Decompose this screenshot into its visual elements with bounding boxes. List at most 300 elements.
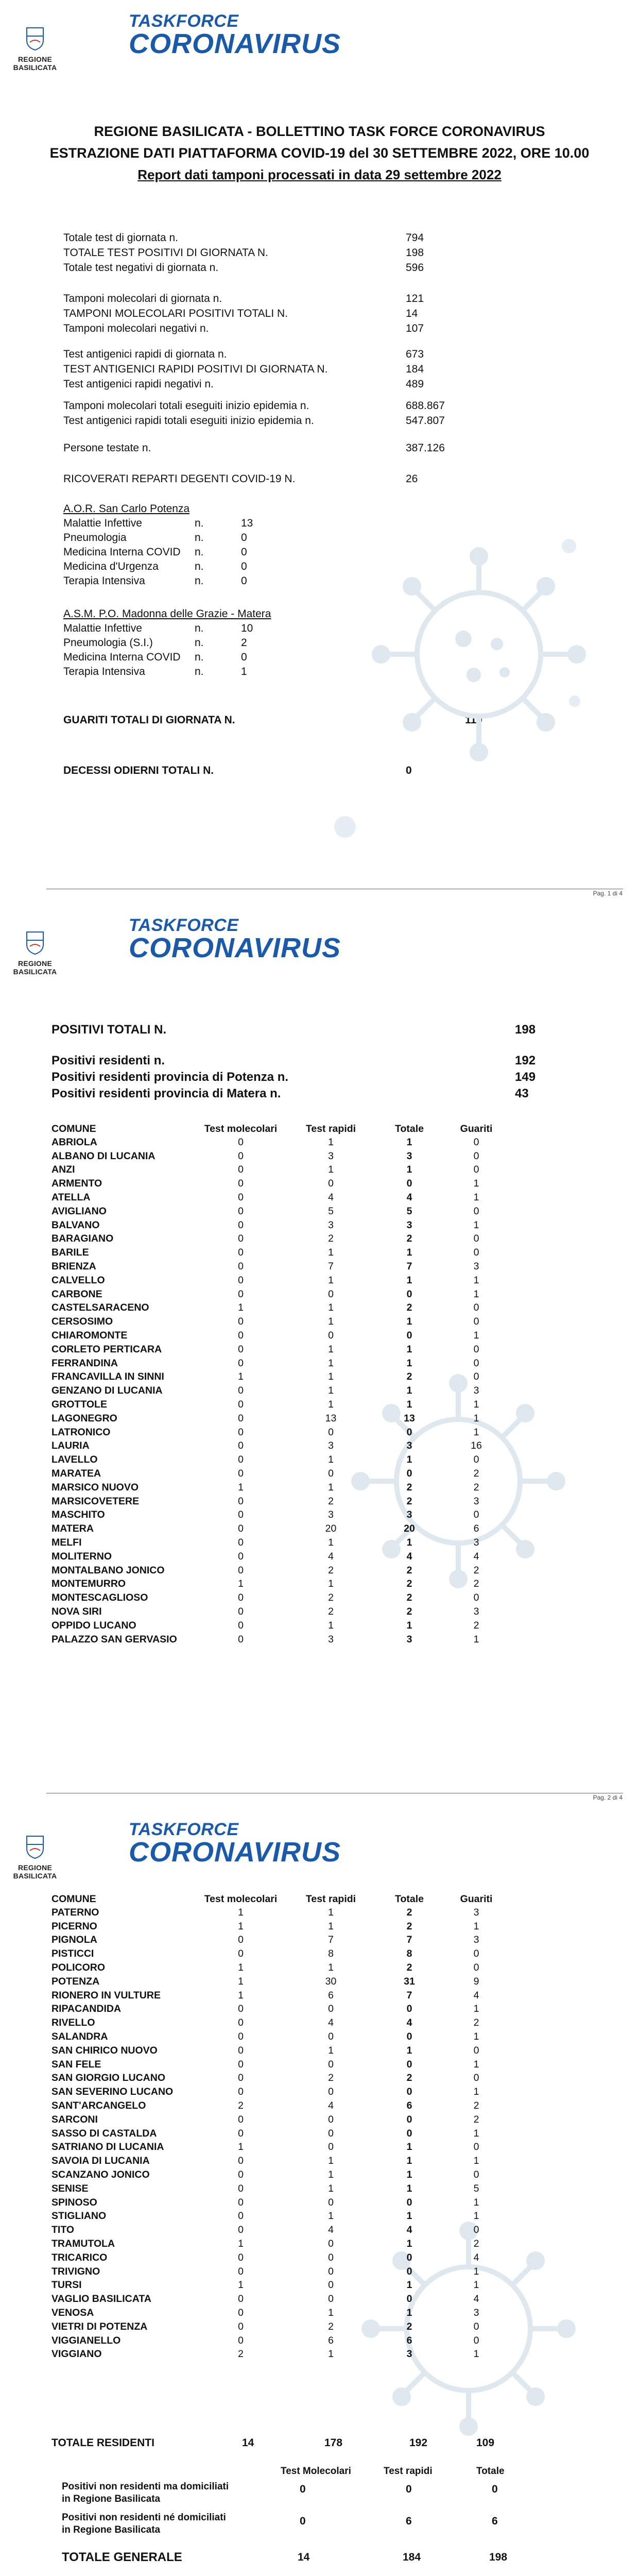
cell-molecular: 0 (238, 2086, 244, 2098)
cell-total: 3 (406, 2348, 412, 2360)
cell-recovered: 0 (473, 1136, 479, 1148)
cell-recovered: 2 (473, 1578, 479, 1590)
cell-molecular: 0 (238, 1537, 244, 1548)
table-row (51, 2099, 507, 2113)
table-row (51, 2320, 507, 2334)
cell-comune: GROTTOLE (51, 1399, 107, 1411)
cell-comune: TRIVIGNO (51, 2265, 100, 2277)
cell-recovered: 9 (473, 1975, 479, 1987)
cell-rapid: 0 (328, 1288, 334, 1300)
cell-total: 0 (406, 2127, 412, 2139)
cell-recovered: 1 (473, 1426, 479, 1438)
cell-recovered: 0 (473, 1509, 479, 1521)
cell-comune: MARSICOVETERE (51, 1495, 140, 1507)
cell-recovered: 1 (473, 1178, 479, 1190)
cell-comune: SAN SEVERINO LUCANO (51, 2086, 174, 2098)
cell-total: 1 (406, 2169, 412, 2181)
cell-total: 0 (406, 2086, 412, 2098)
cell-recovered: 0 (473, 1247, 479, 1259)
cell-recovered: 1 (473, 1412, 479, 1424)
cell-molecular: 0 (238, 2320, 244, 2332)
hospital-row: Terapia Intensiva n. 0 (63, 575, 247, 587)
table-row (51, 1522, 507, 1536)
cell-comune: NOVA SIRI (51, 1605, 102, 1617)
cell-comune: CARBONE (51, 1288, 102, 1300)
cell-molecular: 1 (238, 1481, 244, 1493)
table-row (51, 1975, 507, 1989)
cell-rapid: 0 (328, 2113, 334, 2125)
hospital-row: Malattie Infettive n. 13 (63, 517, 253, 529)
table-row (51, 1149, 507, 1163)
cell-recovered: 3 (473, 1537, 479, 1548)
cell-molecular: 0 (238, 1136, 244, 1148)
table-row (51, 1605, 507, 1619)
cell-total: 0 (406, 2113, 412, 2125)
cell-rapid: 3 (328, 1509, 334, 1521)
nonres-nondomiciled-label-2: in Regione Basilicata (62, 2524, 161, 2535)
cell-rapid: 7 (328, 1934, 334, 1946)
page-number: Pag. 2 di 4 (593, 1794, 623, 1801)
cell-rapid: 7 (328, 1261, 334, 1273)
cell-molecular: 0 (238, 2113, 244, 2125)
cell-comune: MARATEA (51, 1468, 101, 1480)
coronavirus-icon (371, 531, 587, 768)
cell-rapid: 1 (328, 1136, 334, 1148)
subhead-molecular: Test Molecolari (281, 2466, 351, 2477)
region-logo (9, 1835, 61, 1880)
cell-molecular: 0 (238, 2196, 244, 2208)
table-row (51, 1301, 507, 1315)
cell-rapid: 3 (328, 1219, 334, 1231)
cell-recovered: 4 (473, 1550, 479, 1562)
cell-total: 1 (406, 1343, 412, 1355)
logo-taskforce-text: TASKFORCE (129, 916, 239, 935)
cell-molecular: 0 (238, 1178, 244, 1190)
cell-molecular: 0 (238, 1605, 244, 1617)
cell-molecular: 0 (238, 1948, 244, 1960)
cell-rapid: 4 (328, 2224, 334, 2236)
table-row (51, 1232, 507, 1246)
col-rapid: Test rapidi (305, 1893, 356, 1905)
cell-molecular: 1 (238, 1578, 244, 1590)
cell-rapid: 1 (328, 1371, 334, 1383)
cell-comune: STIGLIANO (51, 2210, 107, 2222)
cell-recovered: 2 (473, 1481, 479, 1493)
taskforce-logo (129, 916, 341, 963)
nonres-nondomiciled-label: Positivi non residenti né domiciliati (62, 2512, 226, 2523)
cell-recovered: 0 (473, 2141, 479, 2153)
cell-molecular: 0 (238, 1633, 244, 1645)
cell-rapid: 20 (325, 1523, 337, 1535)
cell-rapid: 8 (328, 1948, 334, 1960)
nonres-domiciled-label: Positivi non residenti ma domiciliati (62, 2481, 229, 2492)
cell-total: 0 (406, 2265, 412, 2277)
cell-rapid: 2 (328, 1605, 334, 1617)
cell-total: 2 (406, 1578, 412, 1590)
cell-total: 1 (406, 2141, 412, 2153)
nonres-domiciled-rapid: 0 (406, 2483, 412, 2495)
cell-molecular: 0 (238, 2307, 244, 2318)
cell-recovered: 3 (473, 2307, 479, 2318)
cell-comune: MONTALBANO JONICO (51, 1564, 165, 1576)
cell-comune: RIVELLO (51, 2017, 95, 2029)
table-row (51, 1412, 507, 1426)
cell-molecular: 1 (238, 1989, 244, 2001)
cell-rapid: 1 (328, 1962, 334, 1974)
cell-rapid: 1 (328, 1906, 334, 1918)
cell-rapid: 6 (328, 1989, 334, 2001)
table-row (51, 2182, 507, 2196)
cell-recovered: 0 (473, 1948, 479, 1960)
table-header (51, 1122, 507, 1136)
report-date-title: Report dati tamponi processati in data 29 settembre 2022 (137, 167, 502, 182)
cell-recovered: 1 (473, 2086, 479, 2098)
cell-comune: SAN CHIRICO NUOVO (51, 2044, 158, 2056)
cell-total: 3 (406, 1633, 412, 1645)
cell-total: 1 (406, 2307, 412, 2318)
col-molecular: Test molecolari (204, 1893, 278, 1905)
cell-molecular: 0 (238, 1523, 244, 1535)
cell-rapid: 6 (328, 2334, 334, 2346)
cell-rapid: 1 (328, 1357, 334, 1369)
cell-comune: GENZANO DI LUCANIA (51, 1385, 163, 1397)
nonres-domiciled-label-2: in Regione Basilicata (62, 2494, 161, 2504)
cell-comune: CORLETO PERTICARA (51, 1343, 162, 1355)
cell-total: 1 (406, 1316, 412, 1328)
cell-comune: MOLITERNO (51, 1550, 112, 1562)
table-row (51, 1633, 507, 1647)
cell-rapid: 1 (328, 1316, 334, 1328)
cell-rapid: 1 (328, 2307, 334, 2318)
table-row (51, 1961, 507, 1975)
cell-rapid: 2 (328, 1592, 334, 1604)
cell-molecular: 0 (238, 2210, 244, 2222)
cell-recovered: 1 (473, 2031, 479, 2043)
table-row (51, 2072, 507, 2086)
cell-total: 1 (406, 1247, 412, 1259)
cell-comune: BALVANO (51, 1219, 100, 1231)
cell-total: 3 (406, 1150, 412, 1162)
cell-comune: FERRANDINA (51, 1357, 118, 1369)
cell-recovered: 1 (473, 2058, 479, 2070)
col-comune: COMUNE (51, 1123, 96, 1134)
hospital-row: Terapia Intensiva n. 1 (63, 666, 247, 677)
cell-rapid: 0 (328, 1468, 334, 1480)
cell-total: 1 (406, 2238, 412, 2250)
cell-comune: RIPACANDIDA (51, 2003, 122, 2015)
cell-comune: AVIGLIANO (51, 1205, 107, 1217)
cell-total: 1 (406, 1136, 412, 1148)
cell-recovered: 1 (473, 2003, 479, 2015)
cell-molecular: 0 (238, 1274, 244, 1286)
table-row (51, 2196, 507, 2210)
cell-recovered: 16 (471, 1440, 482, 1452)
table-row (51, 1934, 507, 1947)
cell-total: 0 (406, 2196, 412, 2208)
cell-total: 1 (406, 2182, 412, 2194)
cell-recovered: 2 (473, 2017, 479, 2029)
table-row (51, 1370, 507, 1384)
hospital-a-title: A.O.R. San Carlo Potenza (63, 503, 190, 515)
cell-comune: ALBANO DI LUCANIA (51, 1150, 156, 1162)
cell-rapid: 1 (328, 1537, 334, 1548)
cell-molecular: 0 (238, 2334, 244, 2346)
cell-rapid: 1 (328, 1302, 334, 1314)
cell-recovered: 0 (473, 1592, 479, 1604)
hospital-row: Malattie Infettive n. 10 (63, 622, 253, 634)
cell-rapid: 4 (328, 2100, 334, 2112)
cell-recovered: 3 (473, 1934, 479, 1946)
cell-recovered: 1 (473, 1399, 479, 1411)
cell-total: 7 (406, 1989, 412, 2001)
cell-rapid: 30 (325, 1975, 337, 1987)
grand-total-rapid: 184 (403, 2551, 421, 2563)
table-row (51, 1453, 507, 1467)
cell-total: 6 (406, 2100, 412, 2112)
cell-total: 4 (406, 2017, 412, 2029)
cell-rapid: 0 (328, 2279, 334, 2291)
cell-recovered: 1 (473, 2155, 479, 2167)
cell-rapid: 1 (328, 1164, 334, 1176)
cell-total: 1 (406, 1537, 412, 1548)
cell-total: 0 (406, 2031, 412, 2043)
cell-comune: MASCHITO (51, 1509, 105, 1521)
cell-molecular: 0 (238, 2044, 244, 2056)
table-row (51, 1920, 507, 1934)
cell-total: 2 (406, 1906, 412, 1918)
cell-recovered: 0 (473, 1357, 479, 1369)
cell-recovered: 1 (473, 2265, 479, 2277)
table-row (51, 1509, 507, 1522)
grand-total-label: TOTALE GENERALE (62, 2550, 182, 2564)
cell-molecular: 0 (238, 1495, 244, 1507)
cell-rapid: 4 (328, 2017, 334, 2029)
cell-total: 13 (404, 1412, 415, 1424)
cell-molecular: 1 (238, 1906, 244, 1918)
cell-rapid: 0 (328, 1426, 334, 1438)
cell-recovered: 0 (473, 2334, 479, 2346)
logo-taskforce-text: TASKFORCE (129, 1820, 239, 1839)
table-row (51, 1315, 507, 1329)
table-row (51, 1384, 507, 1398)
col-recovered: Guariti (460, 1123, 493, 1134)
table-row (51, 1205, 507, 1218)
cell-recovered: 1 (473, 1330, 479, 1342)
cell-total: 2 (406, 1920, 412, 1932)
cell-molecular: 1 (238, 1371, 244, 1383)
cell-recovered: 0 (473, 2044, 479, 2056)
col-comune: COMUNE (51, 1893, 96, 1905)
total-residents-recovered: 109 (476, 2437, 495, 2449)
cell-rapid: 0 (328, 2293, 334, 2305)
cell-comune: MARSICO NUOVO (51, 1481, 139, 1493)
cell-comune: TITO (51, 2224, 75, 2236)
cell-molecular: 0 (238, 1564, 244, 1576)
cell-total: 2 (406, 2072, 412, 2084)
cell-recovered: 4 (473, 2293, 479, 2305)
cell-molecular: 0 (238, 1550, 244, 1562)
col-molecular: Test molecolari (204, 1123, 278, 1134)
cell-recovered: 1 (473, 2127, 479, 2139)
cell-molecular: 0 (238, 1426, 244, 1438)
table-row (51, 2058, 507, 2072)
cell-total: 2 (406, 1233, 412, 1245)
cell-rapid: 1 (328, 1385, 334, 1397)
table-row (51, 1329, 507, 1343)
cell-comune: SASSO DI CASTALDA (51, 2127, 157, 2139)
cell-recovered: 2 (473, 1564, 479, 1576)
table-row (51, 2030, 507, 2044)
cell-molecular: 0 (238, 1247, 244, 1259)
nonres-domiciled-molecular: 0 (300, 2483, 306, 2495)
cell-molecular: 0 (238, 1150, 244, 1162)
col-rapid: Test rapidi (305, 1123, 356, 1134)
cell-total: 4 (406, 1192, 412, 1204)
cell-comune: SANT'ARCANGELO (51, 2100, 146, 2112)
cell-recovered: 2 (473, 2100, 479, 2112)
cell-rapid: 1 (328, 2182, 334, 2194)
cell-comune: PATERNO (51, 1906, 99, 1918)
cell-recovered: 2 (473, 2113, 479, 2125)
cell-comune: ABRIOLA (51, 1136, 97, 1148)
cell-molecular: 0 (238, 1440, 244, 1452)
total-residents-total: 192 (409, 2437, 428, 2449)
cell-total: 2 (406, 1481, 412, 1493)
cell-molecular: 0 (238, 2224, 244, 2236)
table-row (51, 2044, 507, 2058)
cell-rapid: 0 (328, 1330, 334, 1342)
logo-coronavirus-text: CORONAVIRUS (129, 1837, 341, 1868)
hospital-row: Medicina Interna COVID n. 0 (63, 546, 247, 558)
cell-molecular: 0 (238, 1219, 244, 1231)
cell-rapid: 4 (328, 1550, 334, 1562)
subhead-rapid: Test rapidi (384, 2466, 433, 2477)
cell-total: 4 (406, 2224, 412, 2236)
cell-comune: TRICARICO (51, 2251, 108, 2263)
bulletin-title: REGIONE BASILICATA - BOLLETTINO TASK FORCE CORONAVIRUS (94, 124, 545, 139)
cell-comune: CALVELLO (51, 1274, 105, 1286)
region-logo (9, 27, 61, 72)
grand-total-molecular: 14 (298, 2551, 310, 2563)
cell-rapid: 0 (328, 2141, 334, 2153)
cell-molecular: 0 (238, 1468, 244, 1480)
cell-total: 0 (406, 2251, 412, 2263)
cell-comune: SAN FELE (51, 2058, 101, 2070)
cell-comune: MATERA (51, 1523, 94, 1535)
cell-molecular: 0 (238, 1454, 244, 1466)
cell-rapid: 2 (328, 1233, 334, 1245)
cell-molecular: 1 (238, 1962, 244, 1974)
col-total: Totale (395, 1893, 424, 1905)
cell-molecular: 0 (238, 1288, 244, 1300)
table-row (51, 1536, 507, 1550)
cell-recovered: 1 (473, 2279, 479, 2291)
table-row (51, 1398, 507, 1412)
cell-recovered: 1 (473, 1192, 479, 1204)
cell-comune: PISTICCI (51, 1948, 94, 1960)
cell-total: 6 (406, 2334, 412, 2346)
cell-molecular: 0 (238, 2003, 244, 2015)
cell-comune: SAN GIORGIO LUCANO (51, 2072, 166, 2084)
cell-recovered: 1 (473, 2348, 479, 2360)
region-logo (9, 931, 61, 976)
cell-total: 0 (406, 1178, 412, 1190)
cell-comune: OPPIDO LUCANO (51, 1619, 136, 1631)
cell-total: 1 (406, 1385, 412, 1397)
table-row (51, 1495, 507, 1509)
cell-molecular: 0 (238, 2072, 244, 2084)
cell-rapid: 2 (328, 1564, 334, 1576)
table-row (51, 1564, 507, 1578)
cell-molecular: 0 (238, 2182, 244, 2194)
cell-molecular: 0 (238, 2293, 244, 2305)
table-row (51, 1246, 507, 1260)
cell-molecular: 0 (238, 1343, 244, 1355)
cell-recovered: 0 (473, 2072, 479, 2084)
coronavirus-icon (559, 536, 579, 556)
region-crest-icon (26, 1835, 44, 1859)
cell-recovered: 0 (473, 1371, 479, 1383)
cell-comune: VIGGIANELLO (51, 2334, 121, 2346)
cell-total: 5 (406, 1205, 412, 1217)
table-row (51, 2265, 507, 2279)
cell-molecular: 0 (238, 1164, 244, 1176)
cell-comune: VENOSA (51, 2307, 94, 2318)
cell-recovered: 0 (473, 1316, 479, 1328)
table-row (51, 1343, 507, 1357)
table-row (51, 1439, 507, 1453)
cell-rapid: 1 (328, 1578, 334, 1590)
coronavirus-icon (566, 693, 583, 709)
cell-total: 2 (406, 1302, 412, 1314)
cell-comune: BARAGIANO (51, 1233, 114, 1245)
hospital-row: Medicina d'Urgenza n. 0 (63, 561, 247, 572)
table-row (51, 2154, 507, 2168)
table-row (51, 2237, 507, 2251)
cell-comune: CHIAROMONTE (51, 1330, 128, 1342)
page-2: REGIONE BASILICATA TASKFORCE CORONAVIRUS POSITIVI TOTALI N. 198 Positivi residenti n. 192 Positivi residenti provincia di Potenza n. 149 Positivi residenti provincia di Matera n. 43 COMUNE Test molecolari Test rapidi Totale Guariti ABRIOLA 0 1 1 0 ALBANO DI LUCANIA 0 3 3 0 ANZI 0 1 1 0 ARMENTO 0 0 0 1 ATELLA 0 4 4 1 AVIGLIANO 0 5 5 0 BALVANO 0 3 3 1 BARAGIANO 0 2 2 0 BARILE 0 1 1 0 BRIENZA 0 7 7 3 CALVELLO 0 1 1 1 CARBONE 0 0 0 1 CASTELSARACENO 1 1 2 0 CERSOSIMO 0 1 1 0 CHIAROMONTE 0 0 0 1 CORLETO PERTICARA 0 1 1 0 FERRANDINA 0 1 1 0 FRANCAVILLA IN SINNI 1 1 2 0 GENZANO DI LUCANIA 0 1 1 3 GROTTOLE 0 1 1 1 LAGONEGRO 0 13 13 1 LATRONICO 0 0 0 1 LAURIA 0 3 3 16 LAVELLO 0 1 1 0 MARATEA 0 0 0 2 MARSICO NUOVO 1 1 2 2 MARSICOVETERE 0 2 2 3 MASCHITO 0 3 3 0 MATERA 0 20 20 6 MELFI 0 1 1 3 MOLITERNO 0 4 4 4 MONTALBANO JONICO 0 2 2 2 MONTEMURRO 1 1 2 2 MONTESCAGLIOSO 0 2 2 0 NOVA SIRI 0 2 2 3 OPPIDO LUCANO 0 1 1 2 PALAZZO SAN GERVASIO 0 3 3 1 Pag. 2 di 4 (0, 904, 639, 1808)
table-row (51, 2141, 507, 2155)
table-row (51, 1481, 507, 1495)
cell-total: 2 (406, 1605, 412, 1617)
cell-total: 1 (406, 1274, 412, 1286)
cell-recovered: 0 (473, 1233, 479, 1245)
cell-recovered: 1 (473, 1288, 479, 1300)
cell-molecular: 0 (238, 1385, 244, 1397)
cell-molecular: 1 (238, 1920, 244, 1932)
cell-comune: SENISE (51, 2182, 89, 2194)
cell-comune: PICERNO (51, 1920, 97, 1932)
subhead-total: Totale (476, 2466, 505, 2477)
cell-comune: MONTESCAGLIOSO (51, 1592, 148, 1604)
table-row (51, 1218, 507, 1232)
cell-molecular: 0 (238, 2017, 244, 2029)
cell-recovered: 6 (473, 1523, 479, 1535)
table-row (51, 2168, 507, 2182)
table-row (51, 1947, 507, 1961)
hospital-row: Pneumologia n. 0 (63, 532, 247, 544)
cell-total: 1 (406, 2210, 412, 2222)
cell-total: 0 (406, 2293, 412, 2305)
cell-comune: SALANDRA (51, 2031, 108, 2043)
table-header (51, 1892, 507, 1906)
table-row (51, 1177, 507, 1191)
total-residents-molecular: 14 (242, 2437, 254, 2449)
nonres-domiciled-total: 0 (492, 2483, 498, 2495)
cell-total: 8 (406, 1948, 412, 1960)
cell-total: 1 (406, 1454, 412, 1466)
cell-total: 31 (404, 1975, 415, 1987)
